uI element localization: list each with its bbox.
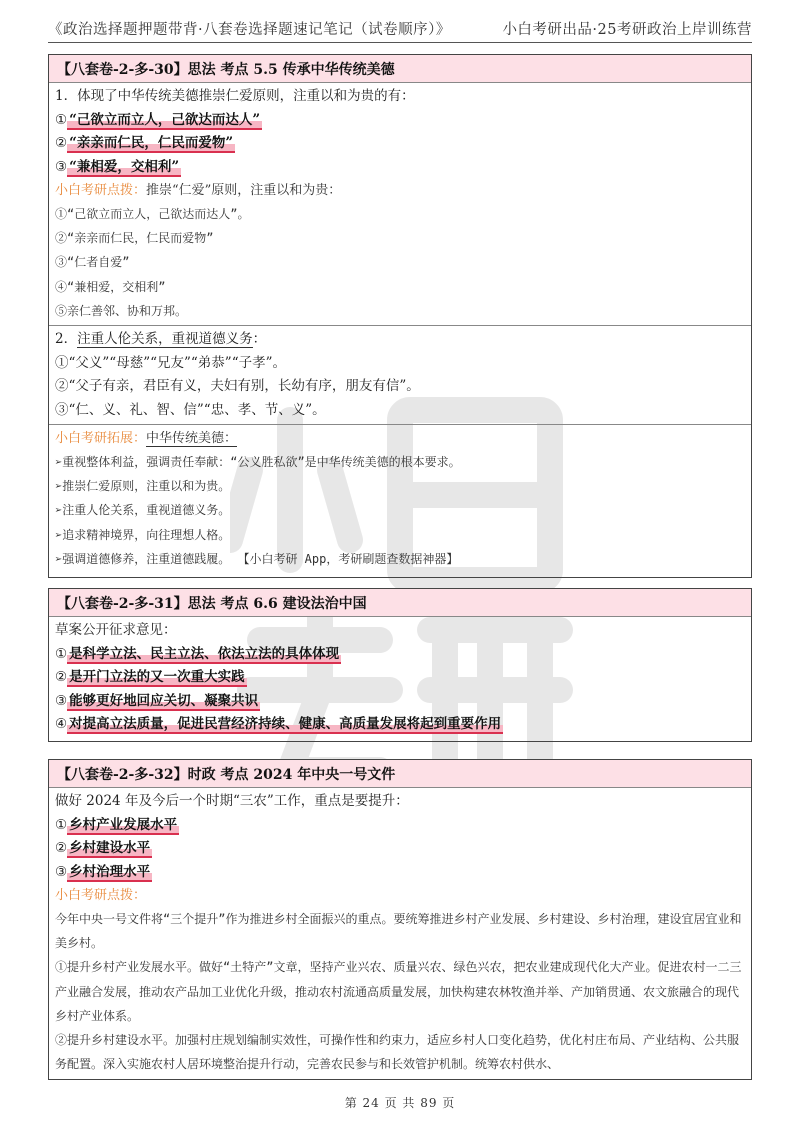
- question-section: [49, 788, 751, 1078]
- question-2-section: [49, 325, 751, 424]
- header-title: 《政治选择题押题带背·八套卷选择题速记笔记（试卷顺序）》: [48, 21, 451, 38]
- note-heading: 小白考研点拨：: [55, 888, 147, 903]
- extension-section: [49, 424, 751, 577]
- question-text: 2．注重人伦关系，重视道德义务：: [55, 331, 267, 348]
- note-line: ➢强调道德修养，注重道德践履。 【小白考研 App，考研刷题查数据神器】: [55, 551, 459, 566]
- question-text: 做好 2024 年及今后一个时期“三农”工作，重点是要提升：: [55, 793, 409, 809]
- note-line: ①“己欲立而立人，己欲达而达人”。: [55, 207, 250, 221]
- answer-option: ④ 对提高立法质量，促进民营经济持续、健康、高质量发展将起到重要作用: [55, 716, 502, 732]
- answer-option: ① 乡村产业发展水平: [55, 816, 178, 833]
- answer-option: ② 是开门立法的又一次重大实践: [55, 669, 245, 685]
- note-paragraph: ②提升乡村建设水平。加强村庄规划编制实效性，可操作性和约束力，适应乡村人口变化趋势，优化村庄布局、产业结构、公共服务配置。深入实施农村人居环境整治提升行动，完善农民参与和长效管护机制。统筹农村供水、: [55, 1033, 740, 1072]
- note-line: ➢追求精神境界，向往理想人格。: [55, 527, 231, 542]
- answer-line: ②“父子有亲，君臣有义，夫妇有别，长幼有序，朋友有信”。: [55, 378, 420, 395]
- note-paragraph: 今年中央一号文件将“三个提升”作为推进乡村全面振兴的重点。要统筹推进乡村产业发展、乡村建设、乡村治理，建设宜居宜业和美乡村。: [55, 912, 742, 951]
- question-1-section: [49, 83, 751, 325]
- page-number: 第 24 页 共 89 页: [344, 1096, 456, 1110]
- note-paragraph: ①提升乡村产业发展水平。做好“土特产”文章，坚持产业兴农、质量兴农、绿色兴农，把农业建成现代化大产业。促进农村一二三产业融合发展，推动农产品加工业优化升级，推动农村流通高质量发展，加快构建农林牧渔并举、产加销贯通、农文旅融合的现代乡村产业体系。: [55, 960, 742, 1023]
- answer-option: ③ 能够更好地回应关切、凝聚共识: [55, 692, 259, 709]
- question-card-30: [48, 54, 752, 578]
- note-line: ➢推崇仁爱原则，注重以和为贵。: [55, 479, 231, 494]
- card-title: 【八套卷-2-多-31】思法 考点 6.6 建设法治中国: [49, 589, 751, 617]
- note-line: ➢注重人伦关系，重视道德义务。: [55, 503, 231, 518]
- answer-option: ② “亲亲而仁民，仁民而爱物”: [55, 135, 234, 151]
- note-heading: 小白考研拓展：中华传统美德：: [55, 431, 238, 447]
- header-brand: 小白考研出品·25考研政治上岸训练营: [502, 21, 752, 38]
- answer-option: ③ “兼相爱，交相利”: [55, 158, 180, 175]
- note-line: ➢重视整体利益，强调责任奉献：“公义胜私欲”是中华传统美德的根本要求。: [55, 455, 461, 470]
- answer-option: ③ 乡村治理水平: [55, 863, 151, 880]
- answer-option: ② 乡村建设水平: [55, 840, 151, 856]
- answer-option: ① 是科学立法、民主立法、依法立法的具体体现: [55, 645, 340, 662]
- note-line: ②“亲亲而仁民，仁民而爱物”: [55, 231, 214, 246]
- page-header: [48, 14, 752, 43]
- question-section: [49, 617, 751, 741]
- answer-line: ①“父义”“母慈”“兄友”“弟恭”“子孝”。: [55, 354, 287, 371]
- note-line: ⑤亲仁善邻、协和万邦。: [55, 303, 188, 318]
- question-card-31: [48, 588, 752, 742]
- question-card-32: [48, 759, 752, 1080]
- question-text: 草案公开征求意见：: [55, 622, 177, 638]
- question-text: 1．体现了中华传统美德推崇仁爱原则，注重以和为贵的有：: [55, 88, 415, 104]
- answer-option: ① “己欲立而立人，己欲达而达人”: [55, 111, 261, 128]
- note-line: ④“兼相爱，交相利”: [55, 279, 166, 294]
- card-title: 【八套卷-2-多-30】思法 考点 5.5 传承中华传统美德: [49, 55, 751, 83]
- note-line: ③“仁者自爱”: [55, 255, 130, 270]
- card-title: 【八套卷-2-多-32】时政 考点 2024 年中央一号文件: [49, 760, 751, 788]
- note-heading: 小白考研点拨：推崇“仁爱”原则，注重以和为贵：: [55, 183, 342, 198]
- answer-line: ③“仁、义、礼、智、信”“忠、孝、节、义”。: [55, 401, 326, 418]
